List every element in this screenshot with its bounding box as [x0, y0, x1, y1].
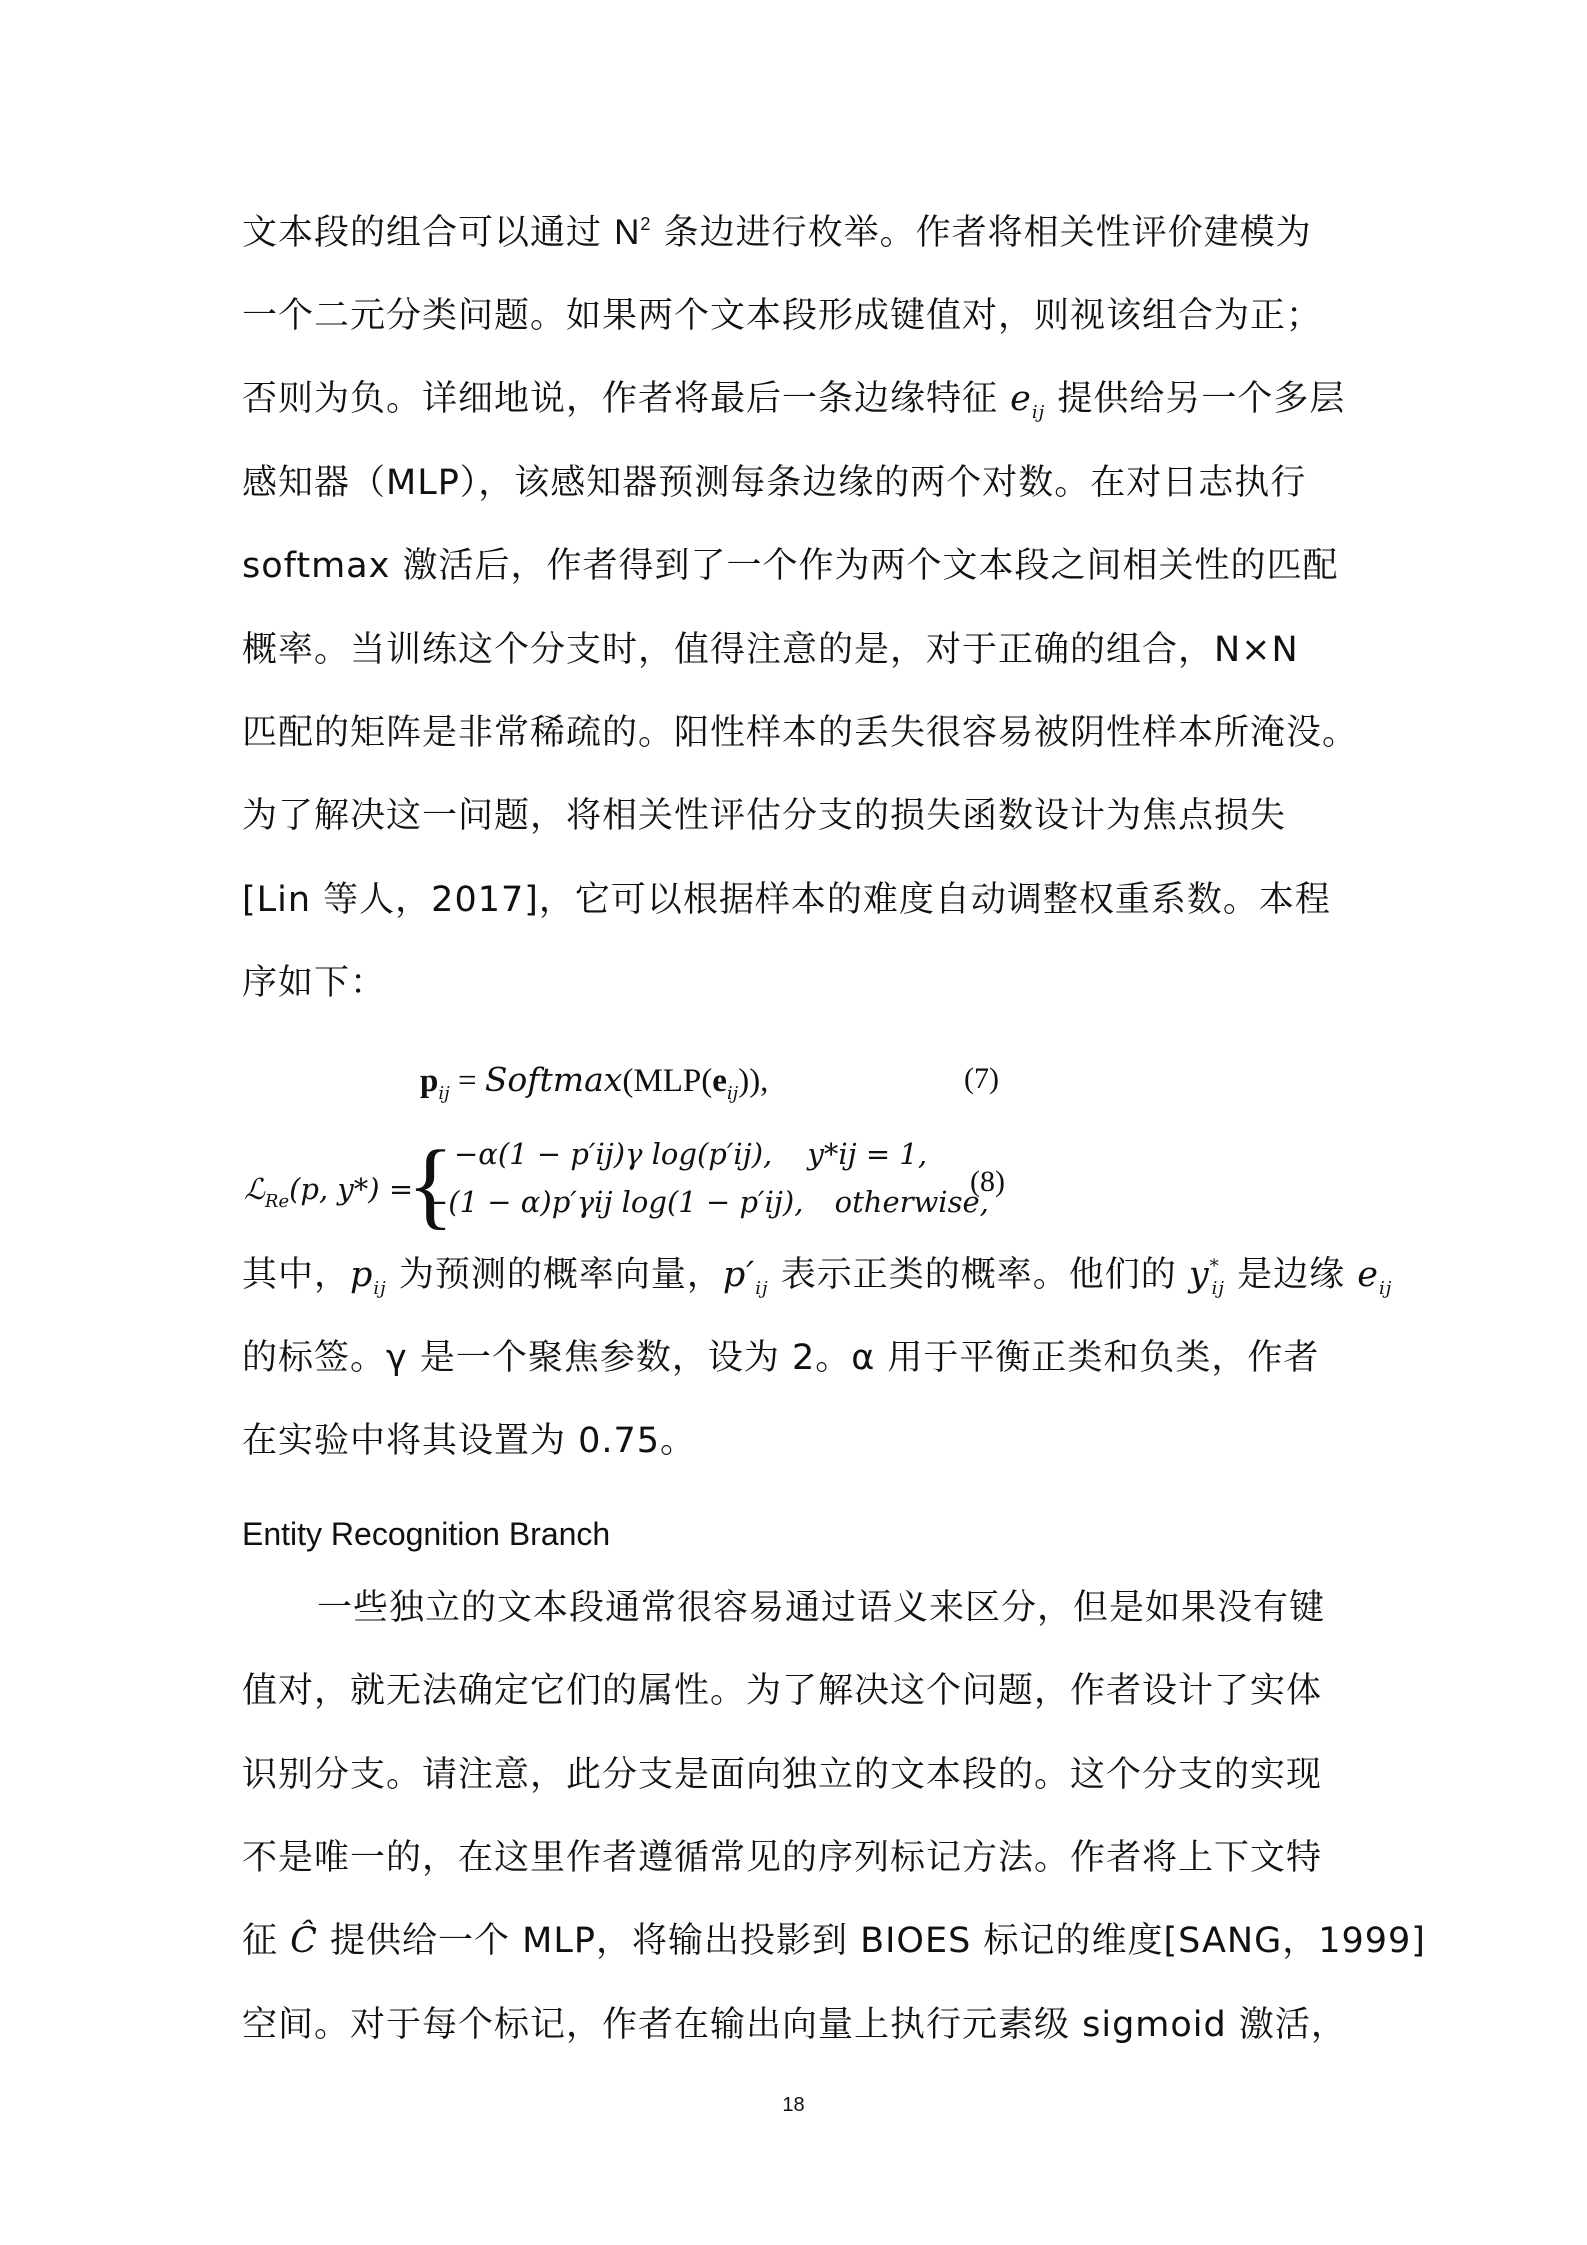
paragraph-line: 在实验中将其设置为 0.75。 [242, 1421, 697, 1461]
paragraph-line: 感知器（MLP），该感知器预测每条边缘的两个对数。在对日志执行 [242, 463, 1307, 503]
paragraph-line: 不是唯一的，在这里作者遵循常见的序列标记方法。作者将上下文特 [242, 1838, 1323, 1878]
section-heading: Entity Recognition Branch [242, 1516, 611, 1552]
equation-8-lhs: ℒ$_{Re}$(p, y*) = [244, 1172, 414, 1212]
equation-8-case-2: −(1 − α)p′γij log(1 − p′ij), otherwise, [424, 1185, 989, 1219]
paragraph-line: [Lin 等人，2017]，它可以根据样本的难度自动调整权重系数。本程 [242, 880, 1331, 920]
paragraph-line: 空间。对于每个标记，作者在输出向量上执行元素级 sigmoid 激活， [242, 2005, 1347, 2045]
paragraph-line: 为了解决这一问题，将相关性评估分支的损失函数设计为焦点损失 [242, 796, 1287, 836]
equation-8-case-1: −α(1 − p′ij)γ log(p′ij), y*ij = 1, [454, 1137, 928, 1171]
page-number: 18 [782, 2094, 805, 2116]
equation-number-8: (8) [970, 1165, 1005, 1198]
paragraph-line: 文本段的组合可以通过 $N^2$ 条边进行枚举。作者将相关性评价建模为 [242, 213, 1312, 253]
equation-number-7: (7) [964, 1062, 999, 1095]
equation-8-brace: { [407, 1131, 455, 1239]
paragraph-line: 其中，$p_{ij}$ 为预测的概率向量，$p'_{ij}$ 表示正类的概率。他们的 $y^*_{ij}$ 是边缘 $e_{ij}$ [242, 1255, 1393, 1299]
equation-7: $p_{ij}$ = $Softmax(MLP(e_{ij}))$, [420, 1060, 769, 1104]
paragraph-line: softmax 激活后，作者得到了一个作为两个文本段之间相关性的匹配 [242, 546, 1339, 586]
paragraph-line: 概率。当训练这个分支时，值得注意的是，对于正确的组合，N×N [242, 630, 1299, 670]
paragraph-line: 一些独立的文本段通常很容易通过语义来区分，但是如果没有键 [317, 1588, 1326, 1628]
paragraph-line: 识别分支。请注意，此分支是面向独立的文本段的。这个分支的实现 [242, 1755, 1323, 1795]
paragraph-line: 匹配的矩阵是非常稀疏的。阳性样本的丢失很容易被阴性样本所淹没。 [242, 713, 1359, 753]
paragraph-line: 否则为负。详细地说，作者将最后一条边缘特征 $e_{ij}$ 提供给另一个多层 [242, 379, 1346, 423]
paragraph-line: 征 Ĉ 提供给一个 MLP，将输出投影到 BIOES 标记的维度[SANG，1999] [242, 1921, 1426, 1961]
paragraph-line: 值对，就无法确定它们的属性。为了解决这个问题，作者设计了实体 [242, 1671, 1323, 1711]
paragraph-line: 一个二元分类问题。如果两个文本段形成键值对，则视该组合为正； [242, 296, 1323, 336]
paragraph-line: 序如下： [242, 963, 387, 1003]
paragraph-line: 的标签。γ 是一个聚焦参数，设为 2。α 用于平衡正类和负类，作者 [242, 1338, 1320, 1378]
